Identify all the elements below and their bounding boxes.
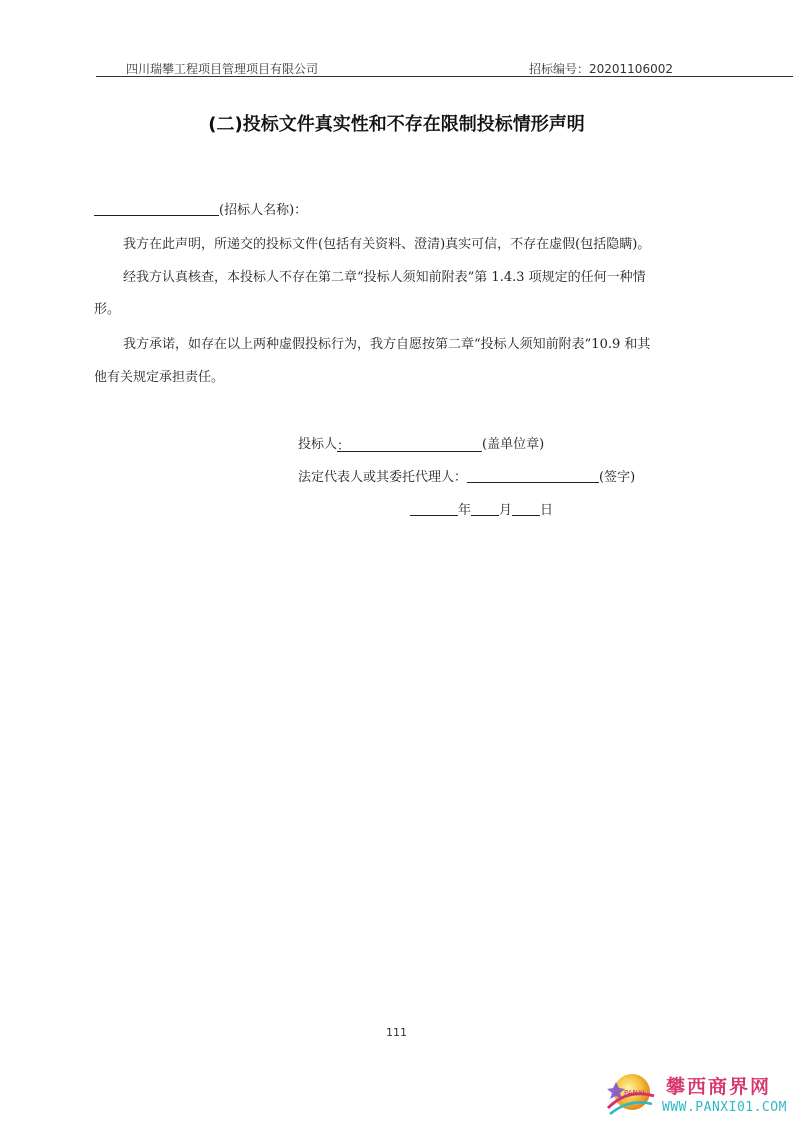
year-label: 年: [458, 503, 472, 518]
header-company-name: 四川瑞攀工程项目管理项目有限公司: [126, 62, 319, 76]
paragraph-2-line-2: 形。: [94, 302, 121, 317]
header-bid-number: 招标编号：20201106002: [529, 62, 673, 76]
year-blank: [410, 501, 458, 516]
watermark-site-name: 攀西商界网: [666, 1076, 772, 1098]
addressee-line: [94, 201, 307, 221]
representative-label: 法定代表人或其委托代理人：: [298, 470, 468, 485]
month-label: 月: [499, 503, 513, 518]
paragraph-3-line-2: 他有关规定承担责任。: [94, 370, 225, 385]
addressee-label: (招标人名称)：: [219, 203, 308, 218]
site-watermark: [600, 1066, 793, 1122]
logo-text: PANXI: [624, 1089, 645, 1097]
bidder-colon: ：: [337, 439, 351, 454]
paragraph-2-line-1: 经我方认真核查，本投标人不存在第二章“投标人须知前附表”第 1.4.3 项规定的任何一种情: [123, 270, 646, 285]
representative-signature-line: [298, 468, 635, 488]
date-line: [410, 501, 553, 521]
page-title: (二)投标文件真实性和不存在限制投标情形声明: [208, 114, 585, 135]
bidder-label: 投标人: [298, 437, 338, 452]
bidder-signature-line: [298, 435, 544, 455]
watermark-site-url: WWW.PANXI01.COM: [662, 1100, 787, 1115]
day-blank: [512, 501, 540, 516]
page-number: 111: [386, 1026, 407, 1039]
panxi-logo-icon: [602, 1068, 658, 1122]
bidder-note: (盖单位章): [482, 437, 545, 452]
bidder-blank: [337, 437, 482, 452]
representative-blank: [467, 468, 599, 483]
representative-note: (签字): [599, 470, 636, 485]
paragraph-1: 我方在此声明，所递交的投标文件(包括有关资料、澄清)真实可信，不存在虚假(包括隐瞒)。: [123, 237, 651, 252]
addressee-blank: [94, 201, 219, 216]
day-label: 日: [540, 503, 554, 518]
paragraph-3-line-1: 我方承诺，如存在以上两种虚假投标行为，我方自愿按第二章“投标人须知前附表”10.9 和其: [123, 337, 651, 352]
month-blank: [471, 501, 499, 516]
page-header: [96, 58, 793, 76]
header-divider: [96, 76, 793, 77]
